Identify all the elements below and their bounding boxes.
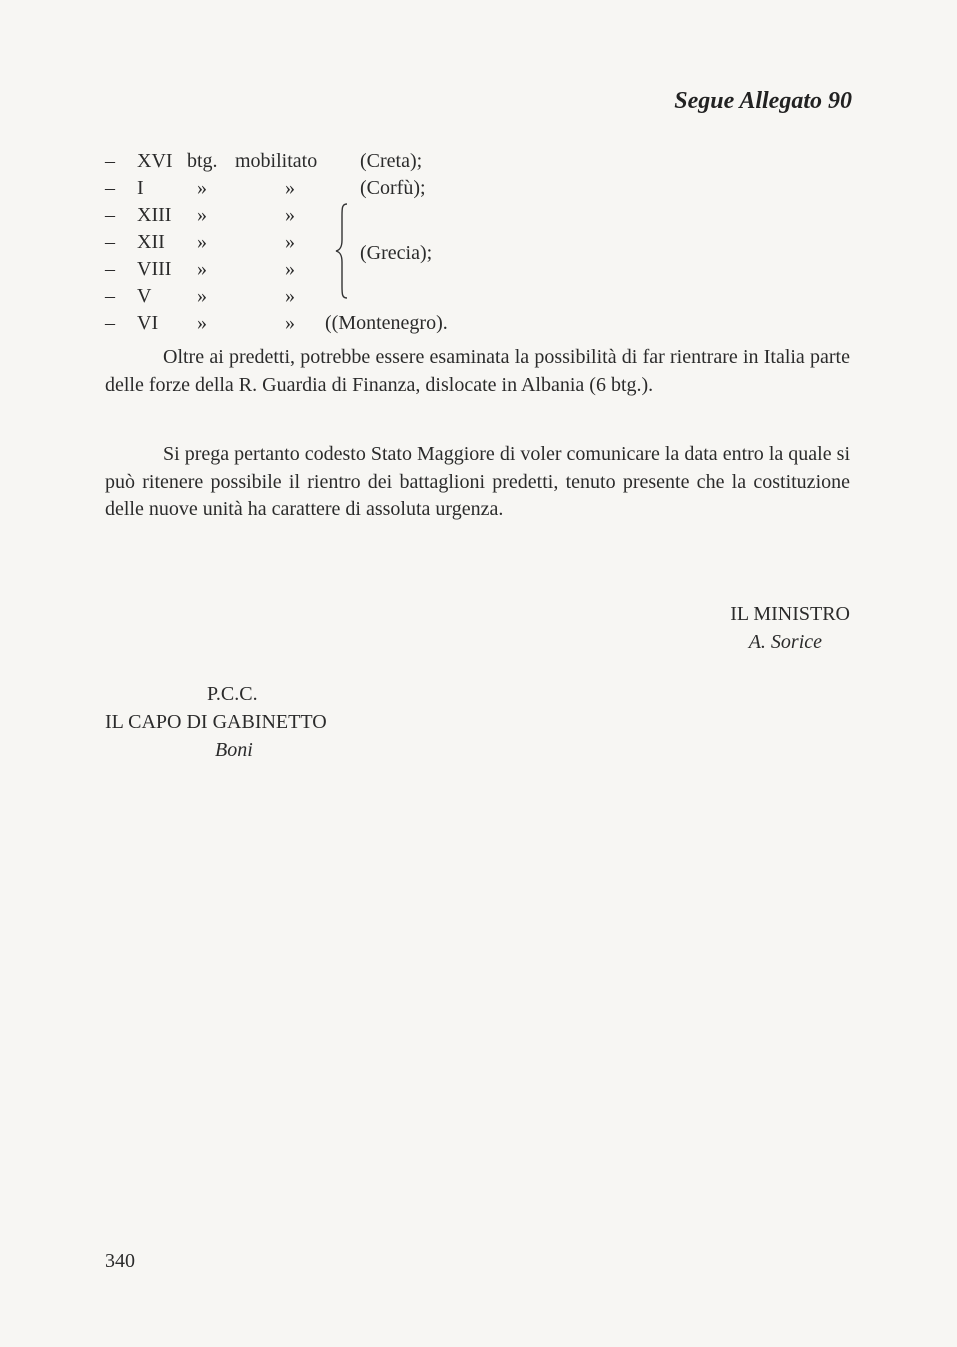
cabinet-signature [105, 680, 327, 764]
minister-signature [730, 600, 850, 656]
battalion-status: » [285, 312, 295, 334]
battalion-number: VIII [137, 258, 172, 280]
battalion-number: XIII [137, 204, 172, 226]
battalion-status: » [285, 231, 295, 253]
group-location-label: (Grecia); [360, 242, 433, 264]
battalion-number: XII [137, 231, 165, 253]
paragraph: Oltre ai predetti, potrebbe essere esaminata la possibilità di far rientrare in Italia parte delle forze della R. Guardia di Finanza, dislocate in Albania (6 btg.). [105, 346, 850, 396]
battalion-type: » [197, 204, 207, 226]
battalion-location: ((Montenegro). [325, 312, 448, 334]
minister-name: A. Sorice [748, 631, 822, 653]
battalion-number: VI [137, 312, 159, 334]
list-dash: – [105, 204, 115, 226]
battalion-number: V [137, 285, 152, 307]
battalion-type: » [197, 285, 207, 307]
battalion-status: » [285, 177, 295, 199]
battalion-type: btg. [187, 150, 218, 172]
list-dash: – [105, 258, 115, 280]
list-dash: – [105, 231, 115, 253]
battalion-status: » [285, 204, 295, 226]
cabinet-name: Boni [215, 739, 253, 761]
battalion-number: I [137, 177, 144, 199]
battalion-type: » [197, 258, 207, 280]
page-header: Segue Allegato 90 [674, 88, 852, 114]
page-number: 340 [105, 1250, 135, 1272]
battalion-number: XVI [137, 150, 173, 172]
minister-title: IL MINISTRO [730, 603, 850, 625]
cabinet-title: IL CAPO DI GABINETTO [105, 711, 327, 733]
list-dash: – [105, 177, 115, 199]
list-dash: – [105, 312, 115, 334]
pcc-label: P.C.C. [207, 683, 258, 705]
battalion-location: (Creta); [360, 150, 423, 172]
battalion-status: » [285, 258, 295, 280]
battalion-location: (Corfù); [360, 177, 426, 199]
list-dash: – [105, 285, 115, 307]
battalion-type: » [197, 231, 207, 253]
list-dash: – [105, 150, 115, 172]
curly-brace [335, 202, 349, 300]
battalion-type: » [197, 177, 207, 199]
battalion-status: mobilitato [235, 150, 318, 172]
paragraph: Si prega pertanto codesto Stato Maggiore di voler comunicare la data entro la quale si può ritenere possibile il rientro dei battaglioni predetti, tenuto presente che la costituzione delle nuove unità ha carattere di assoluta urgenza. [105, 443, 850, 520]
battalion-type: » [197, 312, 207, 334]
battalion-status: » [285, 285, 295, 307]
